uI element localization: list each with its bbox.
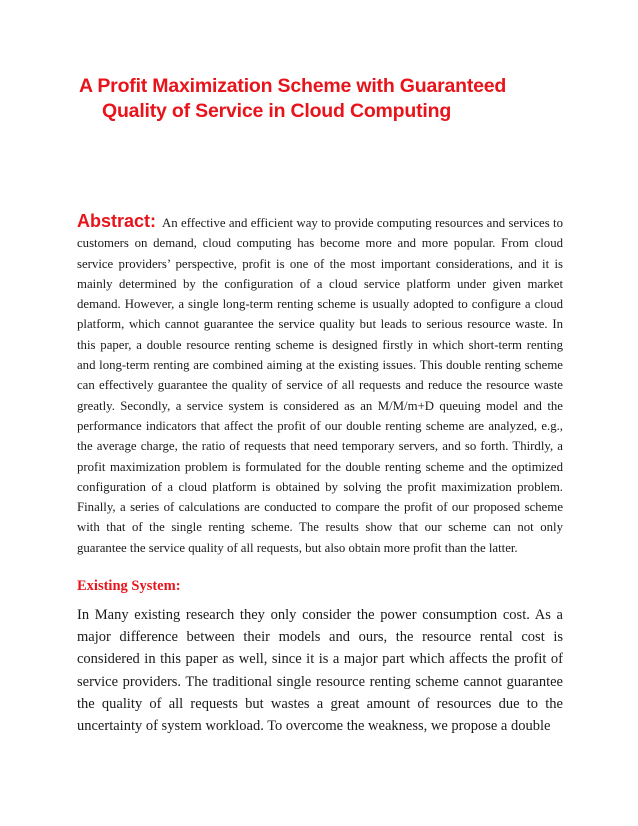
paper-title bbox=[79, 74, 579, 124]
abstract-text: An effective and efficient way to provide computing resources and services to customers on demand, cloud computing has become more and more popular. From cloud service providers’ perspective, profit is one of the most important considerations, and it is mainly determined by the configuration of a cloud service platform under given market demand. However, a single long-term renting scheme is usually adopted to configure a cloud platform, which cannot guarantee the service quality but leads to serious resource waste. In this paper, a double resource renting scheme is designed firstly in which short-term renting and long-term renting are combined aiming at the existing issues. This double renting scheme can effectively guarantee the quality of service of all requests and reduce the resource waste greatly. Secondly, a service system is considered as an M/M/m+D queuing model and the performance indicators that affect the profit of our double renting scheme are analyzed, e.g., the average charge, the ratio of requests that need temporary servers, and so forth. Thirdly, a profit maximization problem is formulated for the double renting scheme and the optimized configuration of a cloud platform is obtained by solving the profit maximization problem. Finally, a series of calculations are conducted to compare the profit of our proposed scheme with that of the single renting scheme. The results show that our scheme can not only guarantee the service quality of all requests, but also obtain more profit than the latter. bbox=[77, 216, 563, 555]
existing-system-heading: Existing System: bbox=[77, 578, 181, 594]
title-line-2: Quality of Service in Cloud Computing bbox=[102, 100, 452, 122]
abstract-section bbox=[77, 211, 563, 558]
title-line-1: A Profit Maximization Scheme with Guaranteed bbox=[79, 75, 507, 97]
abstract-label: Abstract: bbox=[77, 211, 157, 231]
existing-system-text: In Many existing research they only consider the power consumption cost. As a major difference between their models and ours, the resource rental cost is considered in this paper as well, since it is a major part which affects the profit of service providers. The traditional single resource renting scheme cannot guarantee the quality of all requests but wastes a great amount of resources due to the uncertainty of system workload. To overcome the weakness, we propose a double bbox=[77, 607, 563, 735]
